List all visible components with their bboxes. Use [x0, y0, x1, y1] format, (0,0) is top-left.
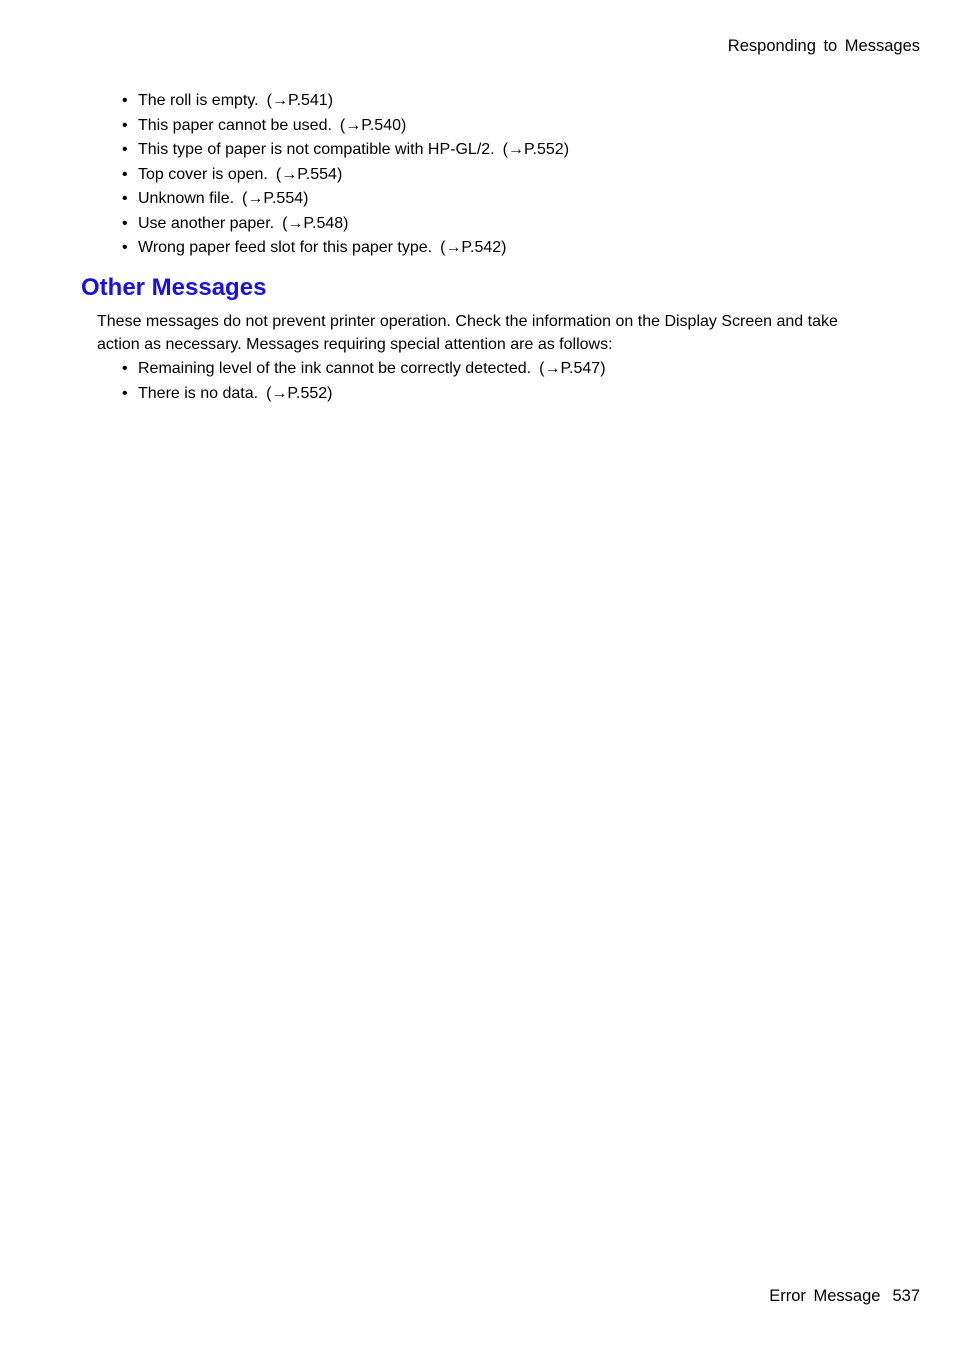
bullet-icon: • — [122, 165, 128, 183]
list-item-text: This type of paper is not compatible with HP-GL/2. — [138, 141, 495, 158]
bullet-icon: • — [122, 190, 128, 207]
bullet-icon: • — [122, 116, 128, 134]
list-item — [122, 163, 569, 188]
list-item-text: Wrong paper feed slot for this paper type. — [138, 239, 433, 256]
bullet-icon: • — [122, 360, 128, 377]
bullet-icon: • — [122, 141, 128, 158]
list-item-text: Unknown file. — [138, 190, 235, 207]
list-item-text: This paper cannot be used. — [138, 116, 332, 134]
page-reference-link[interactable]: (→P.542) — [440, 239, 507, 256]
list-item-text: Use another paper. — [138, 214, 275, 232]
page-reference-link[interactable]: (→P.552) — [266, 384, 333, 402]
list-item — [122, 187, 569, 212]
footer-section-title: Error Message — [769, 1287, 881, 1305]
section-heading: Other Messages — [81, 274, 267, 301]
bullet-icon: • — [122, 384, 128, 402]
list-item — [122, 89, 569, 114]
page-reference-link[interactable]: (→P.552) — [502, 141, 570, 158]
list-item — [122, 382, 606, 407]
list-item-text: There is no data. — [138, 384, 259, 402]
list-item — [122, 236, 569, 261]
list-item-text: Remaining level of the ink cannot be correctly detected. — [138, 360, 532, 377]
running-footer — [769, 1287, 920, 1306]
page-reference-link[interactable]: (→P.541) — [266, 92, 334, 109]
bullet-icon: • — [122, 214, 128, 232]
message-list — [122, 89, 569, 261]
page-number: 537 — [892, 1287, 920, 1305]
page-reference-link[interactable]: (→P.554) — [275, 165, 343, 183]
section-paragraph: These messages do not prevent printer operation. Check the information on the Display Screen and take action as necessary. Messages requiring special attention are as follows: — [97, 313, 838, 353]
page-reference-link[interactable]: (→P.540) — [339, 116, 407, 134]
bullet-icon: • — [122, 92, 128, 109]
list-item — [122, 114, 569, 139]
other-message-list — [122, 357, 606, 406]
list-item-text: The roll is empty. — [138, 92, 259, 109]
page-reference-link[interactable]: (→P.548) — [282, 214, 349, 232]
page-reference-link[interactable]: (→P.554) — [242, 190, 309, 207]
list-item — [122, 138, 569, 163]
running-header: Responding to Messages — [727, 37, 920, 55]
bullet-icon: • — [122, 239, 128, 256]
page-reference-link[interactable]: (→P.547) — [539, 360, 606, 377]
list-item-text: Top cover is open. — [138, 165, 268, 183]
list-item — [122, 357, 606, 382]
list-item — [122, 212, 569, 237]
